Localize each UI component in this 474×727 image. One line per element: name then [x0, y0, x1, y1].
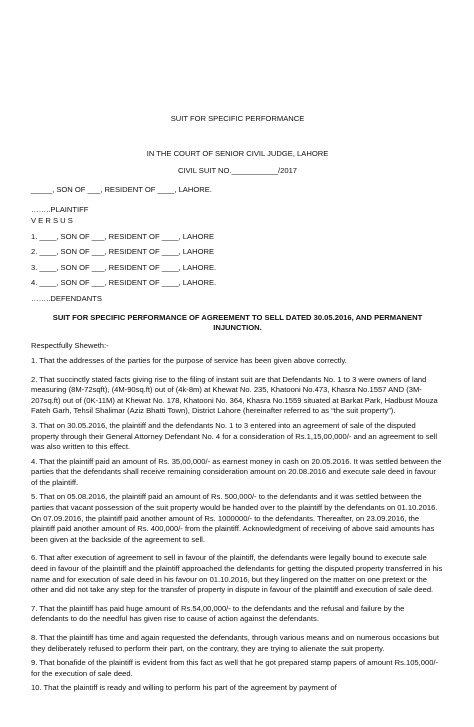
- greeting: Respectfully Sheweth:-: [31, 341, 109, 351]
- suit-heading: SUIT FOR SPECIFIC PERFORMANCE OF AGREEMENT TO SELL DATED 30.05.2016, AND PERMANENT INJUNCTION.: [52, 312, 423, 332]
- plaintiff-details: _____, SON OF ___, RESIDENT OF ____, LAHORE.: [31, 184, 212, 194]
- defendants-label: ……..DEFENDANTS: [31, 293, 102, 303]
- paragraph-4: 4. That the plaintiff paid an amount of Rs. 35,00,000/- as earnest money in cash on 20.05.2016. It was settled between the parties that the defendants shall receive remaining consideration amount on 20.08.2016 and execute sale deed in favour of the plaintiff.: [31, 456, 442, 487]
- paragraph-6: 6. That after execution of agreement to sell in favour of the plaintiff, the defendants were legally bound to execute sale deed in favour of the plaintiff and the plaintiff approached the defendants for getting the disputed property transferred in his name and for execution of sale deed in his favour on 01.10.2016, but they lingered on the matter on one pretext or the other and did not take any step for the transfer of property in dispute in favour of the plaintiff and execution of sale deed.: [31, 553, 443, 595]
- defendant-4: 4. ____, SON OF ___, RESIDENT OF ____, LAHORE.: [31, 278, 217, 288]
- paragraph-8: 8. That the plaintiff has time and again requested the defendants, through various means and on numerous occasions but they deliberately refused to perform their part, on the contrary, they are trying to alienate the suit property.: [31, 633, 439, 653]
- defendant-2: 2. ____, SON OF ___, RESIDENT OF ____, LAHORE: [31, 247, 215, 257]
- paragraph-1: 1. That the addresses of the parties for the purpose of service has been given above correctly.: [31, 355, 347, 365]
- paragraph-10: 10. That the plaintiff is ready and willing to perform his part of the agreement by payment of: [31, 683, 337, 693]
- civil-suit-number: CIVIL SUIT NO.___________/2017: [177, 166, 298, 176]
- paragraph-2: 2. That succinctly stated facts giving rise to the filing of instant suit are that Defendants No. 1 to 3 were owners of land measuring (8M-72sqft), (4M-90sq.ft) out of (4k-8m) at Khewat No. 235, Khatooni No.473, Khasra No.1557 AND (3M-207sq.ft) out of (0K-11M) at Khewat No. 178, Khatooni No. 364, Khasra No.1559 situated at Barkat Park, Hadbust Mouza Fateh Garh, Tehsil Shalimar (Aziz Bhatti Town), District Lahore (hereinafter referred to as “the suit property”).: [31, 374, 438, 416]
- document-title: SUIT FOR SPECIFIC PERFORMANCE: [170, 114, 305, 123]
- court-name: IN THE COURT OF SENIOR CIVIL JUDGE, LAHORE: [146, 148, 329, 158]
- plaintiff-label: ……..PLAINTIFF: [31, 205, 89, 215]
- versus-label: V E R S U S: [31, 215, 73, 225]
- paragraph-3: 3. That on 30.05.2016, the plaintiff and the defendants No. 1 to 3 entered into an agreement of sale of the disputed property through their General Attorney Defendant No. 4 for a consideration of Rs.1,15,00,000/- and an agreement to sell was also written to this effect.: [31, 420, 438, 452]
- paragraph-7: 7. That the plaintiff has paid huge amount of Rs.54,00,000/- to the defendants and the refusal and failure by the defendants to do the needful has given rise to cause of action against the defendants.: [31, 603, 405, 624]
- defendant-1: 1. ____, SON OF ___, RESIDENT OF ____, LAHORE: [31, 231, 215, 241]
- document-page: [0, 114, 474, 727]
- paragraph-9: 9. That bonafide of the plaintiff is evident from this fact as well that he got prepared stamp papers of amount Rs.105,000/- for the execution of sale deed.: [31, 658, 439, 678]
- paragraph-5: 5. That on 05.08.2016, the plaintiff paid an amount of Rs. 500,000/- to the defendants and it was settled between the parties that vacant possession of the suit property would be handed over to the plaintiff by the defendants on 01.10.2016. On 07.09.2016, the plaintiff paid another amount of Rs. 1000000/- to the defendants. Thereafter, on 23.09.2016, the plaintiff paid another amount of Rs. 400,000/- from the plaintiff. Acknowledgment of receiving of above said amounts has been given at the backside of the agreement to sell.: [31, 492, 438, 544]
- defendant-3: 3. ____, SON OF ___, RESIDENT OF ____, LAHORE.: [31, 262, 217, 272]
